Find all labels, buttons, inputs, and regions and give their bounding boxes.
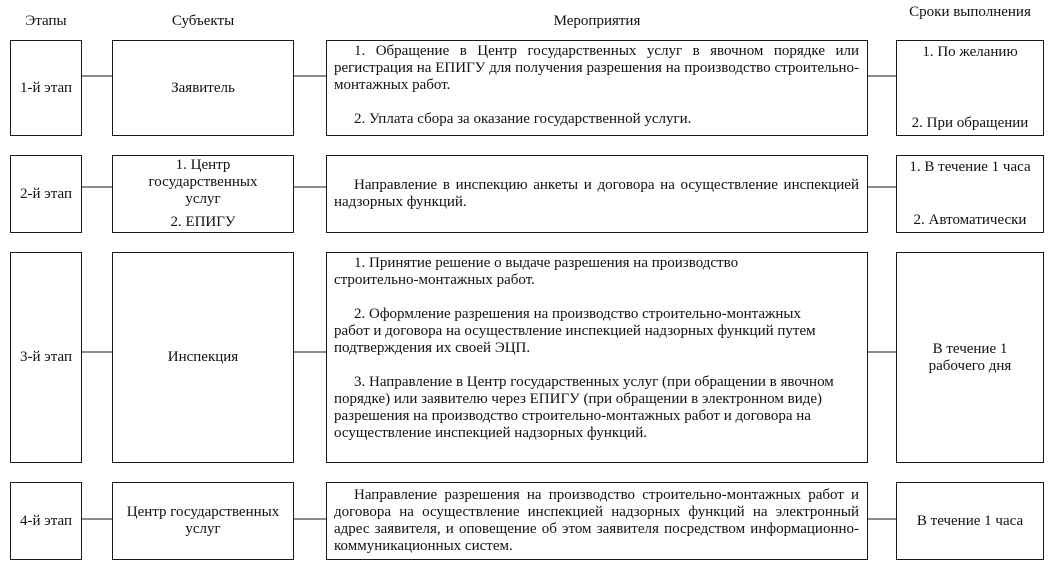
stage-label: 1-й этап: [20, 79, 72, 96]
subject-text: Заявитель: [171, 79, 235, 96]
activity-item: Направление разрешения на производство строительно-монтажных работ и договора на осуществление инспекцией надзорных функций на электронный адрес заявителя, и оповещение об этом заявителя посредством информационно-коммуникационных систем.: [334, 487, 859, 554]
stage-label: 3-й этап: [20, 349, 72, 365]
subject-text: Инспекция: [167, 349, 239, 365]
deadline-box: [896, 252, 1044, 463]
subject-text: 1. Центр государственных услуг: [148, 157, 258, 207]
deadline-text: В течение 1 часа: [916, 512, 1024, 529]
stage-label: 2-й этап: [20, 185, 72, 202]
header-stages: Этапы: [25, 13, 67, 29]
subject-box: [112, 155, 294, 233]
deadline-text: 1. По желанию: [922, 44, 1018, 60]
activity-box: [326, 40, 868, 136]
deadline-box: [896, 482, 1044, 560]
deadline-box: [896, 155, 1044, 233]
activity-item: 2. Оформление разрешения на производство строительно-монтажных работ и договора на осуществление инспекцией надзорных функций путем подтверждения их своей ЭЦП.: [334, 306, 816, 356]
header-deadlines: Сроки выполнения: [909, 4, 1031, 20]
subject-box: [112, 40, 294, 136]
subject-box: [112, 482, 294, 560]
activity-item: 1. Обращение в Центр государственных услуг в явочном порядке или регистрация на ЕПИГУ для получения разрешения на производство строительно-монтажных работ.: [334, 43, 859, 93]
deadline-text: 2. При обращении: [911, 115, 1029, 131]
stage-box: [10, 482, 82, 560]
activity-box: [326, 482, 868, 560]
subject-text: Центр государственных услуг: [126, 504, 280, 537]
header-activities: Мероприятия: [553, 13, 641, 29]
activity-box: [326, 155, 868, 233]
stage-box: [10, 40, 82, 136]
header-subjects: Субъекты: [171, 13, 235, 29]
activity-item: 1. Принятие решение о выдаче разрешения на производство строительно-монтажных работ.: [334, 255, 739, 288]
stage-box: [10, 252, 82, 463]
subject-text: 2. ЕПИГУ: [170, 214, 236, 230]
activity-item: 2. Уплата сбора за оказание государственной услуги.: [354, 111, 692, 127]
activity-box: [326, 252, 868, 463]
stage-box: [10, 155, 82, 233]
activity-item: 3. Направление в Центр государственных услуг (при обращении в явочном порядке) или заявителю через ЕПИГУ (при обращении в электронном виде) разрешения на производство строительно-монтажных работ и договора на осуществление инспекцией надзорных функций.: [334, 374, 834, 441]
subject-box: [112, 252, 294, 463]
activity-item: Направление в инспекцию анкеты и договора на осуществление инспекцией надзорных функций.: [334, 177, 859, 210]
deadline-text: 2. Автоматически: [913, 212, 1027, 228]
deadline-box: [896, 40, 1044, 136]
stage-label: 4-й этап: [20, 512, 72, 529]
deadline-text: 1. В течение 1 часа: [909, 159, 1031, 175]
deadline-text: В течение 1 рабочего дня: [928, 340, 1012, 374]
